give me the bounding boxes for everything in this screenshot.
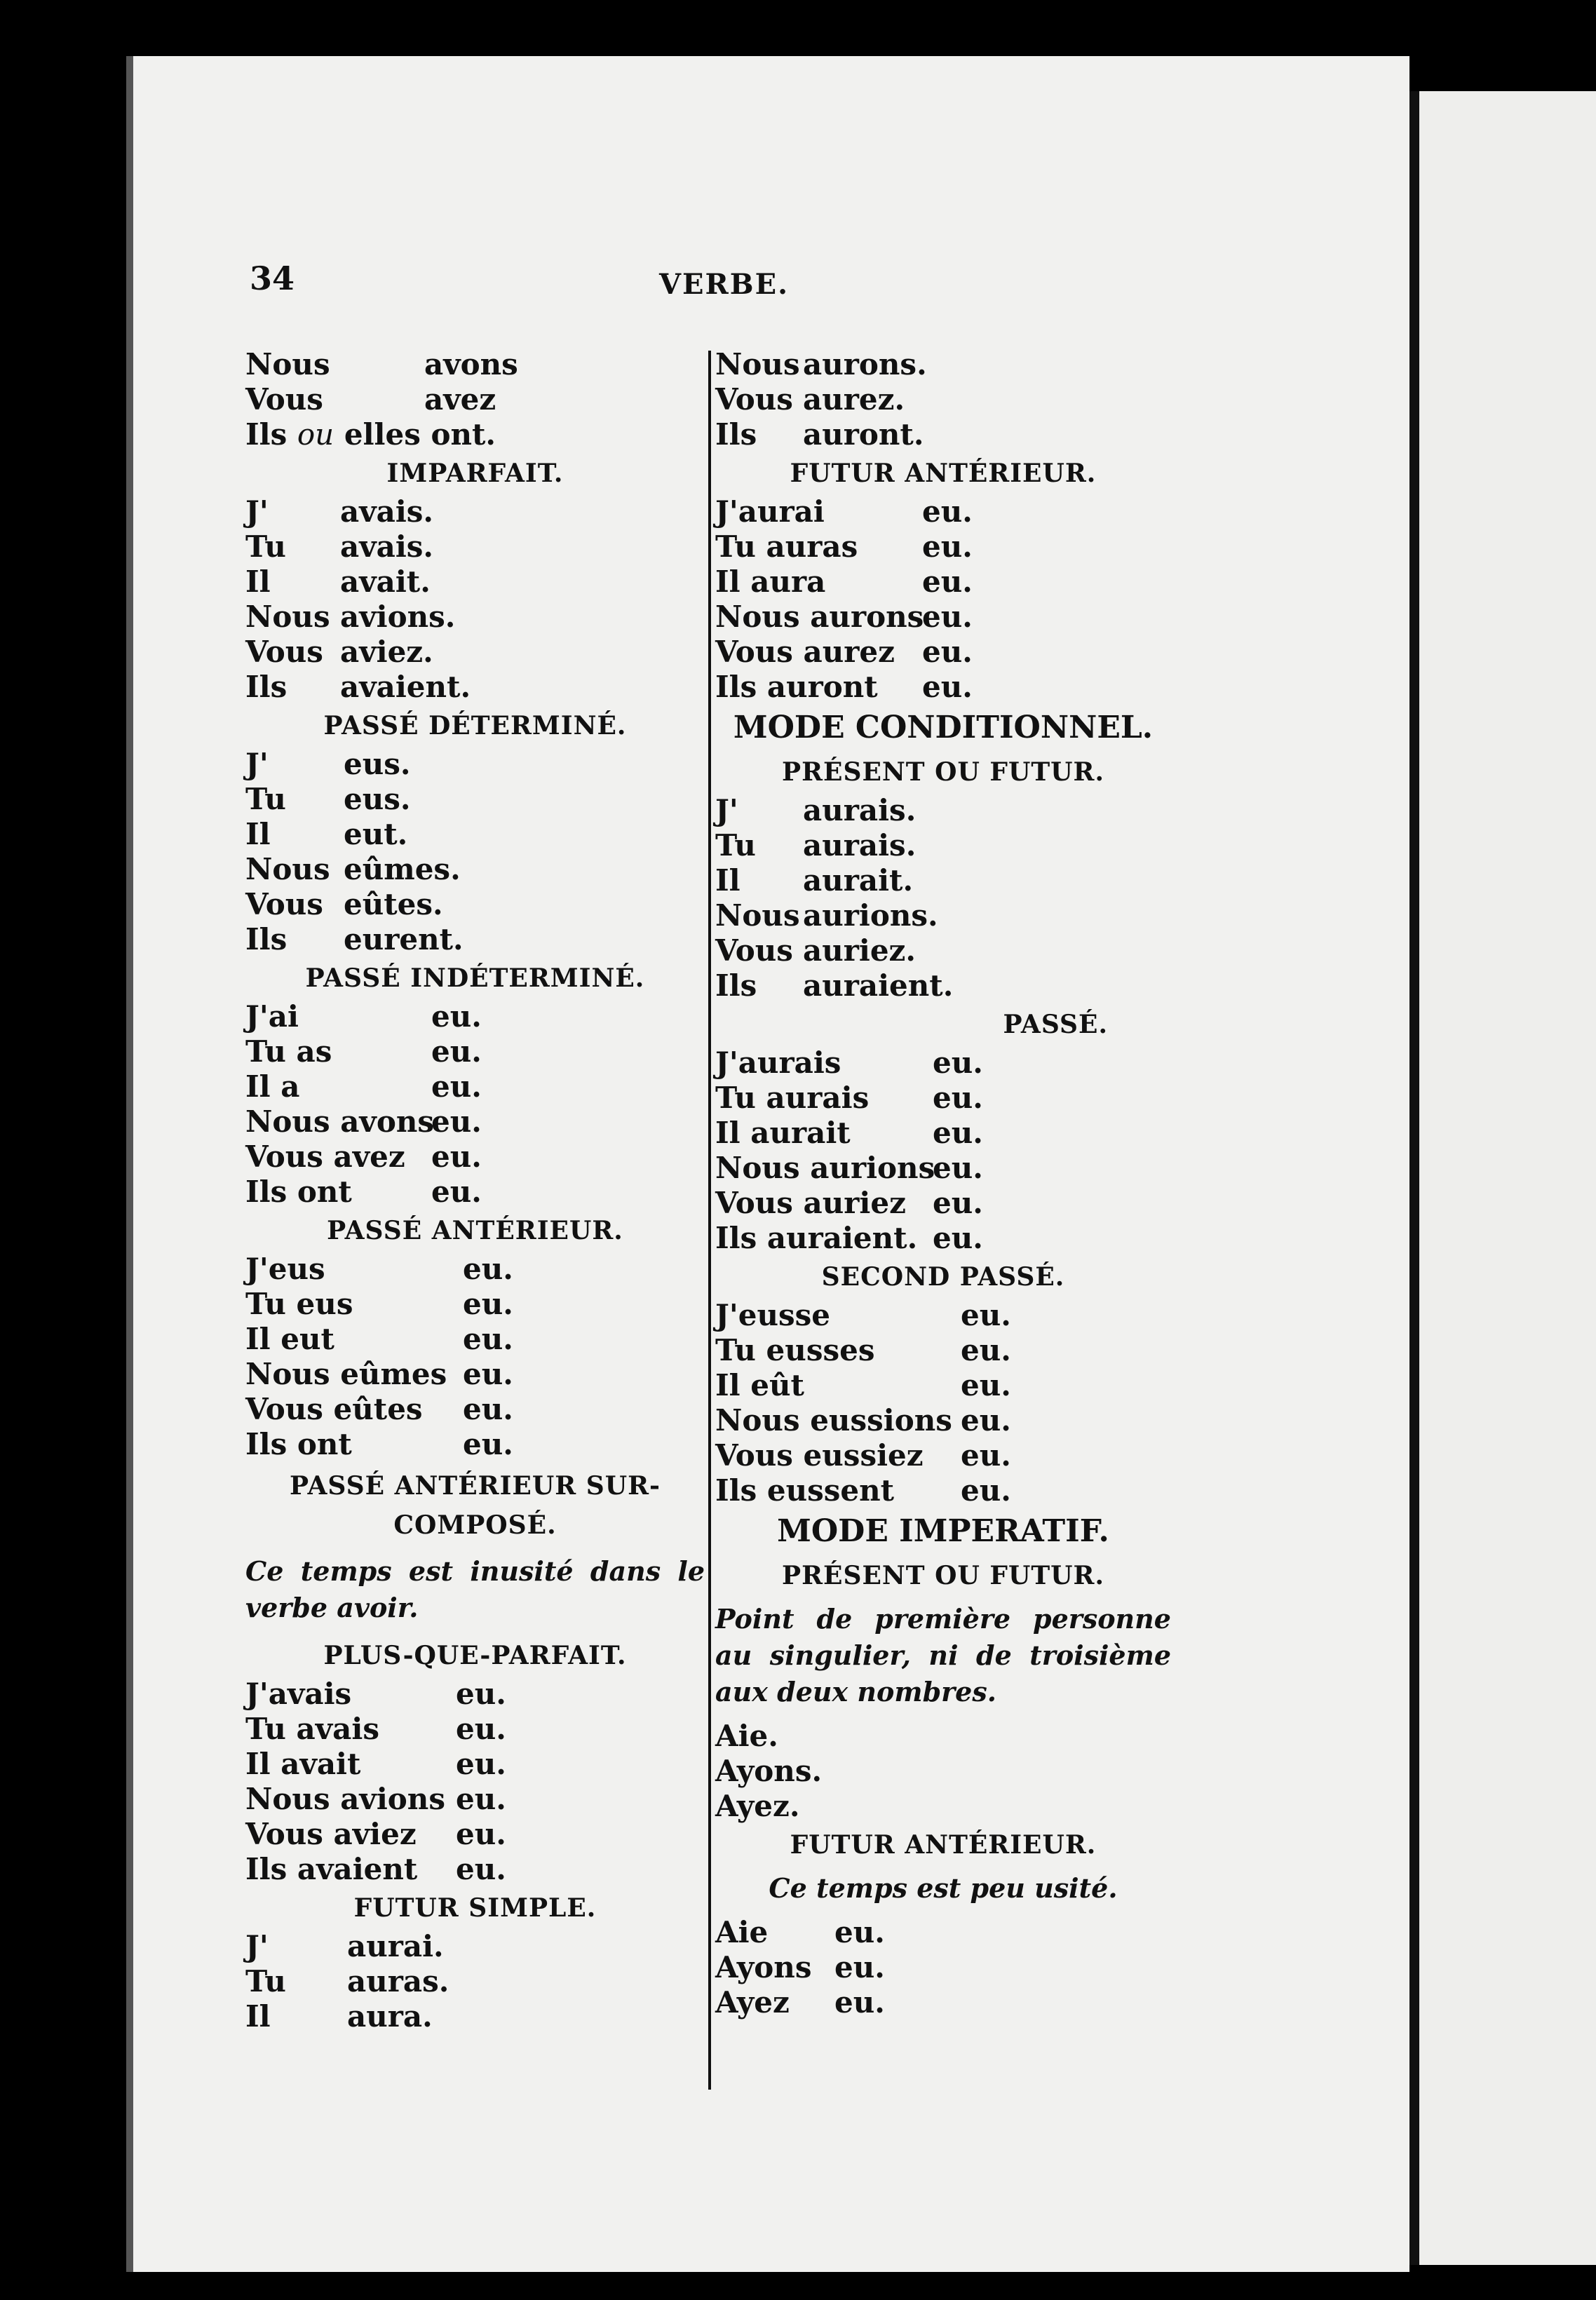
tense-heading: PRÉSENT OU FUTUR. [782,757,1104,787]
conjugation-row [245,1175,705,1210]
conjugation-row [715,1186,1171,1221]
conjugation-row [245,1287,705,1322]
pronoun: Nous [245,600,330,634]
verb-form: eu. [933,1186,983,1220]
conjugation-row [715,564,1171,600]
conjugation-row [245,887,705,922]
verb-form: Ayez. [715,1789,800,1823]
verb-form: eu. [456,1852,506,1886]
verb-form: auras. [347,1964,449,1998]
pronoun: J' [245,747,269,781]
tense-heading: PASSÉ DÉTERMINÉ. [323,711,627,740]
pronoun: Il [245,564,271,599]
conjugation-row [245,1139,705,1175]
verb-form: eu. [456,1817,506,1851]
pronoun: Nous [715,347,800,381]
conjugation-row [245,922,705,957]
mood-heading: MODE CONDITIONNEL. [733,710,1154,745]
conjugation-row [715,1403,1171,1438]
conjugation-row [715,1116,1171,1151]
conjugation-row [245,600,705,635]
pronoun: Nous eûmes [245,1357,447,1391]
verb-form: aura. [347,1999,433,2034]
pronoun: Tu [245,782,286,816]
verb-form: eu. [431,1139,482,1174]
pronoun: Il [245,1999,271,2034]
tense-heading: FUTUR ANTÉRIEUR. [790,1830,1097,1860]
verb-form: eu. [456,1747,506,1781]
tense-heading: PASSÉ ANTÉRIEUR. [327,1216,623,1245]
pronoun: Ils auront [715,670,878,704]
verb-form: eu. [431,1069,482,1104]
pronoun: Tu auras [715,529,858,564]
verb-form: eu. [431,1175,482,1209]
conjugation-row [715,1719,1171,1754]
pronoun: Vous [245,382,323,417]
verb-form: eu. [456,1677,506,1711]
verb-form: eu. [456,1782,506,1816]
pronoun: Tu [715,828,756,862]
conjugation-row [245,382,705,417]
pronoun: Tu as [245,1034,332,1069]
conjugation-row [245,1677,705,1712]
pronoun: J' [715,793,738,827]
pronoun: J'ai [245,999,299,1034]
verb-form: eu. [463,1252,513,1286]
verb-form: eu. [463,1322,513,1356]
conjugation-row [245,564,705,600]
verb-form: eut. [344,817,408,851]
facing-page-edge [1409,91,1596,2265]
verb-form: avait. [340,564,431,599]
verb-form: aviez. [340,635,433,669]
verb-form: eu. [961,1298,1011,1332]
pronoun: Ils [715,417,757,452]
verb-form: avez [424,382,496,417]
conjugation-row [715,1473,1171,1508]
verb-form: Ayons. [715,1754,823,1788]
verb-form: Aie. [715,1719,778,1753]
pronoun: Ils [245,417,288,452]
tense-note: Point de première personne au singulier, ni de troisième aux deux nombres. [715,1603,1171,1707]
pronoun: Ils avaient [245,1852,418,1886]
conjugation-row [245,1252,705,1287]
verb-form: eu. [922,564,973,599]
conjugation-row [245,1852,705,1887]
verb-form: eu. [463,1427,513,1461]
conjugation-row [715,635,1171,670]
pronoun: Ils eussent [715,1473,895,1508]
tense-heading: PLUS-QUE-PARFAIT. [323,1641,627,1670]
page-number: 34 [250,259,295,297]
pronoun: Ayez [715,1985,790,2020]
pronoun: Vous eûtes [245,1392,423,1426]
pronoun: Ils [245,922,288,956]
pronoun: Nous [245,852,330,886]
tense-heading: PRÉSENT OU FUTUR. [782,1561,1104,1590]
verb-form: eu. [961,1438,1011,1473]
pronoun: Ils ont [245,1427,352,1461]
conjugation-row [715,968,1171,1003]
verb-form: ont. [431,417,496,452]
pronoun: Ils ont [245,1175,352,1209]
pronoun: J' [245,494,269,529]
tense-heading: IMPARFAIT. [386,459,564,488]
verb-form: eu. [834,1950,885,1984]
verb-form: eu. [961,1473,1011,1508]
conjugation-row [715,1046,1171,1081]
pronoun: J'aurais [715,1046,841,1080]
verb-form: eu. [933,1046,983,1080]
conjugation-row [245,1322,705,1357]
right-column [715,347,1171,2020]
verb-form: avons [424,347,518,381]
pronoun: Nous aurions [715,1151,935,1185]
verb-form: eus. [344,747,411,781]
pronoun: Tu eus [245,1287,353,1321]
verb-form: eu. [922,494,973,529]
verb-form: eu. [431,1034,482,1069]
conjugation-row [715,417,1171,452]
conjugation-row [245,852,705,887]
conjugation-row [715,1985,1171,2020]
mood-heading: MODE IMPERATIF. [777,1513,1109,1549]
conjugation-row [715,1915,1171,1950]
column-divider [708,351,711,2090]
verb-form: eu. [922,635,973,669]
conjugation-row [715,1298,1171,1333]
verb-form: avais. [340,529,434,564]
verb-form: eu. [961,1403,1011,1438]
conjugation-row [715,670,1171,705]
verb-form: eu. [922,670,973,704]
conjugation-row [245,494,705,529]
verb-form: eu. [922,600,973,634]
conjugation-row [245,1357,705,1392]
conjugation-row [245,529,705,564]
verb-form: eurent. [344,922,464,956]
verb-form: eûtes. [344,887,443,921]
verb-form: eûmes. [344,852,461,886]
verb-form: eu. [961,1368,1011,1402]
verb-form: aurais. [803,793,917,827]
pronoun: Il [245,817,271,851]
verb-form: avions. [340,600,456,634]
verb-form: eu. [933,1081,983,1115]
conjugation-row [715,933,1171,968]
verb-form: eu. [933,1116,983,1150]
conjugation-row [245,1747,705,1782]
conjugation-row [715,529,1171,564]
verb-form: eu. [961,1333,1011,1367]
left-column [245,347,705,2034]
pronoun: Ils auraient. [715,1221,918,1255]
conjugation-row [715,828,1171,863]
pronoun: Vous [245,887,323,921]
verb-form: aurai. [347,1929,444,1963]
verb-form: aurions. [803,898,938,933]
conjugation-row [245,1069,705,1104]
conjugation-row [715,1950,1171,1985]
conjugation-row [715,1789,1171,1824]
pronoun: Nous aurons [715,600,924,634]
conjugation-row [245,1392,705,1427]
pronoun: J' [245,1929,269,1963]
conjugation-row [245,1104,705,1139]
pronoun: Il avait [245,1747,361,1781]
conjugation-row [245,782,705,817]
conjugation-row [245,1964,705,1999]
pronoun: Nous avons [245,1104,435,1139]
verb-form: aurais. [803,828,917,862]
pronoun: J'eus [245,1252,325,1286]
pronoun: Il eut [245,1322,334,1356]
pronoun: Tu [245,1964,286,1998]
pronoun: Ayons [715,1950,812,1984]
pronoun: Aie [715,1915,769,1949]
pronoun: Il a [245,1069,300,1104]
pronoun: Il aurait [715,1116,851,1150]
conjugation-row [245,1427,705,1462]
verb-form: eu. [933,1151,983,1185]
verb-form: eu. [834,1985,885,2020]
pronoun: J'aurai [715,494,825,529]
pronoun: Tu avais [245,1712,379,1746]
pronoun: Nous [245,347,330,381]
verb-form: eu. [922,529,973,564]
conjugation-row [715,1333,1171,1368]
conjugation-row [715,600,1171,635]
conjugation-row [245,417,705,452]
running-head: VERBE. [659,268,789,301]
conjugation-row [715,1081,1171,1116]
tense-heading: PASSÉ ANTÉRIEUR SUR-COMPOSÉ. [290,1471,661,1540]
conjugation-row [245,817,705,852]
pronoun: Vous auriez [715,1186,906,1220]
conjugation-row [715,494,1171,529]
pronoun: Il [715,863,740,898]
verb-form: eu. [933,1221,983,1255]
pronoun: Vous [715,933,793,968]
verb-form: avais. [340,494,434,529]
pronoun: J'avais [245,1677,352,1711]
conjugation-row [245,1999,705,2034]
verb-form: eu. [463,1392,513,1426]
pronoun: Tu [245,529,286,564]
pronoun: Nous avions [245,1782,445,1816]
pronoun: Nous [715,898,800,933]
conjugation-row [715,1221,1171,1256]
pronoun: Ils [245,670,288,704]
pronoun: Ils [715,968,757,1003]
pronoun: Vous [715,382,793,417]
tense-heading: PASSÉ. [1003,1010,1108,1039]
tense-heading: FUTUR ANTÉRIEUR. [790,459,1097,488]
tense-heading: FUTUR SIMPLE. [353,1893,597,1923]
verb-form: avaient. [340,670,471,704]
tense-heading: PASSÉ INDÉTERMINÉ. [305,963,645,993]
conjugation-row [715,382,1171,417]
conjugation-row [715,863,1171,898]
conjugation-row [245,1929,705,1964]
verb-form: eu. [463,1287,513,1321]
pronoun: Vous eussiez [715,1438,924,1473]
pronoun: Vous aurez [715,635,895,669]
conjugation-row [715,793,1171,828]
verb-form: aurait. [803,863,914,898]
pronoun: Vous [245,635,323,669]
verb-form: auraient. [803,968,954,1003]
verb-form: eu. [463,1357,513,1391]
conjugation-row [715,1368,1171,1403]
conjunction: ou [297,417,334,452]
conjugation-row [245,1817,705,1852]
verb-form: eu. [431,999,482,1034]
verb-form: eu. [431,1104,482,1139]
pronoun: Il aura [715,564,826,599]
pronoun: Vous aviez [245,1817,417,1851]
conjugation-row [715,1754,1171,1789]
pronoun: Nous eussions [715,1403,952,1438]
conjugation-row [245,1782,705,1817]
conjugation-row [715,347,1171,382]
tense-heading: SECOND PASSÉ. [821,1262,1065,1292]
pronoun-alt: elles [344,417,421,452]
conjugation-row [715,1151,1171,1186]
conjugation-row [245,635,705,670]
verb-form: aurons. [803,347,927,381]
pronoun: Il eût [715,1368,804,1402]
verb-form: eus. [344,782,411,816]
pronoun: Tu eusses [715,1333,875,1367]
verb-form: eu. [834,1915,885,1949]
verb-form: auriez. [803,933,917,968]
conjugation-row [245,347,705,382]
conjugation-row [715,1438,1171,1473]
tense-note: Ce temps est inusité dans le verbe avoir. [245,1555,705,1623]
pronoun: Vous avez [245,1139,405,1174]
verb-form: aurez. [803,382,905,417]
pronoun: J'eusse [715,1298,831,1332]
conjugation-row [245,747,705,782]
conjugation-row [715,898,1171,933]
conjugation-row [245,670,705,705]
conjugation-row [245,1712,705,1747]
pronoun: Tu aurais [715,1081,870,1115]
verb-form: auront. [803,417,924,452]
verb-form: eu. [456,1712,506,1746]
tense-note: Ce temps est peu usité. [769,1872,1118,1904]
conjugation-row [245,999,705,1034]
conjugation-row [245,1034,705,1069]
